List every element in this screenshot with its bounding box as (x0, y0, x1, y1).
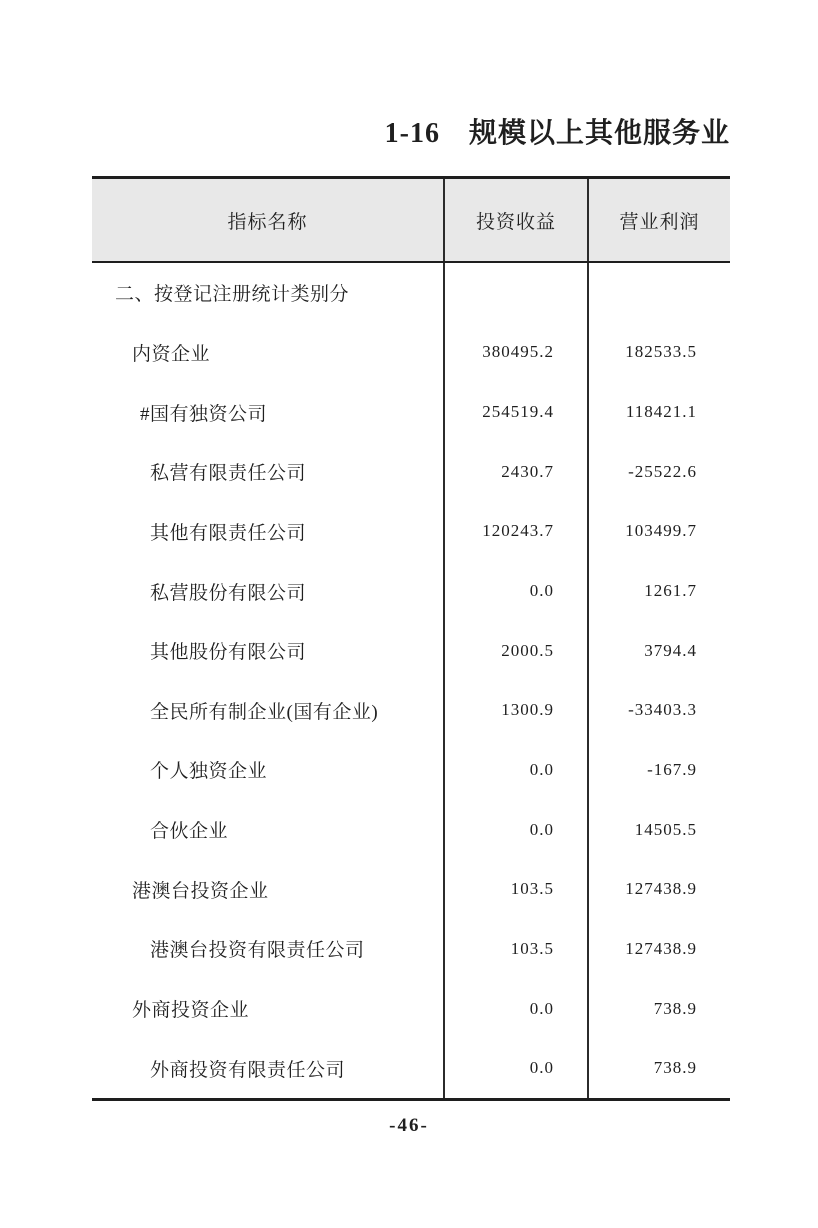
row-label: 合伙企业 (150, 821, 229, 843)
row-label: 港澳台投资有限责任公司 (150, 940, 365, 962)
table-row (92, 502, 730, 562)
row-label: 外商投资企业 (132, 1000, 250, 1021)
cell-operating-profit: 127438.9 (587, 859, 730, 919)
cell-operating-profit: 127438.9 (587, 919, 730, 979)
table-row (92, 263, 730, 323)
row-label: 外商投资有限责任公司 (150, 1059, 346, 1081)
table-header-row (92, 179, 730, 263)
cell-investment-income: 2430.7 (443, 442, 587, 502)
row-label: 港澳台投资企业 (132, 880, 269, 902)
row-label: 全民所有制企业(国有企业) (150, 701, 379, 723)
row-label: 私营有限责任公司 (150, 463, 307, 485)
cell-investment-income: 103.5 (443, 919, 587, 979)
table-body (92, 263, 730, 1098)
cell-investment-income: 2000.5 (443, 621, 587, 681)
table-row (92, 740, 730, 800)
row-label: #国有独资公司 (140, 403, 268, 425)
column-header-indicator-name: 指标名称 (227, 211, 308, 233)
cell-investment-income: 0.0 (443, 800, 587, 860)
cell-investment-income: 1300.9 (443, 680, 587, 740)
cell-operating-profit: 182533.5 (587, 323, 730, 383)
cell-operating-profit: 738.9 (587, 979, 730, 1039)
table-row (92, 859, 730, 919)
cell-operating-profit: 1261.7 (587, 561, 730, 621)
row-label: 个人独资企业 (150, 761, 268, 783)
cell-operating-profit: -167.9 (587, 740, 730, 800)
cell-investment-income: 103.5 (443, 859, 587, 919)
row-label: 内资企业 (132, 343, 211, 365)
cell-operating-profit (587, 263, 730, 323)
cell-investment-income: 0.0 (443, 1038, 587, 1098)
cell-operating-profit: -25522.6 (587, 442, 730, 502)
column-header-investment-income: 投资收益 (443, 179, 587, 261)
table-row (92, 1038, 730, 1098)
cell-investment-income: 0.0 (443, 979, 587, 1039)
cell-operating-profit: 118421.1 (587, 382, 730, 442)
cell-operating-profit: 14505.5 (587, 800, 730, 860)
statistics-table (92, 176, 730, 1101)
column-header-operating-profit: 营业利润 (587, 179, 730, 261)
table-row (92, 561, 730, 621)
cell-investment-income: 254519.4 (443, 382, 587, 442)
table-row (92, 442, 730, 502)
cell-investment-income (443, 263, 587, 323)
cell-investment-income: 380495.2 (443, 323, 587, 383)
row-label: 其他有限责任公司 (150, 522, 307, 544)
cell-operating-profit: -33403.3 (587, 680, 730, 740)
cell-investment-income: 0.0 (443, 740, 587, 800)
row-label: 其他股份有限公司 (150, 642, 307, 664)
cell-operating-profit: 103499.7 (587, 502, 730, 562)
table-row (92, 621, 730, 681)
table-row (92, 979, 730, 1039)
table-row (92, 680, 730, 740)
cell-investment-income: 0.0 (443, 561, 587, 621)
page-number: -46- (389, 1115, 429, 1136)
cell-operating-profit: 3794.4 (587, 621, 730, 681)
table-row (92, 323, 730, 383)
page-title: 1-16 规模以上其他服务业 (384, 118, 730, 149)
table-row (92, 800, 730, 860)
cell-investment-income: 120243.7 (443, 502, 587, 562)
row-label: 私营股份有限公司 (150, 582, 307, 604)
table-row (92, 919, 730, 979)
row-label: 二、按登记注册统计类别分 (115, 284, 350, 306)
table-row (92, 382, 730, 442)
cell-operating-profit: 738.9 (587, 1038, 730, 1098)
